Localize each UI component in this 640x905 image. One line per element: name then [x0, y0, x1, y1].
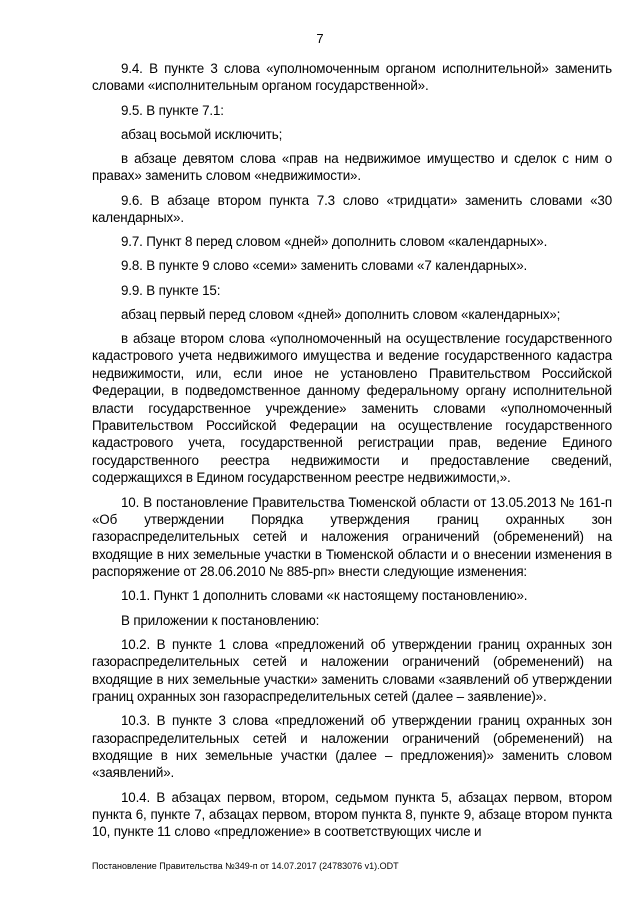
paragraph-10-3: 10.3. В пункте 3 слова «предложений об утверждении границ охранных зон газораспределительных сетей и наложении ограничений (обременений) на входящие в них земельные участки (далее – предложения)» заменить словом «заявлений».: [92, 713, 612, 781]
paragraph-10: 10. В постановление Правительства Тюменской области от 13.05.2013 № 161-п «Об утверждении Порядка утверждения границ охранных зон газораспределительных сетей и наложения ограничений (обременений) на входящие в них земельные участки в Тюменской области и о внесении изменения в распоряжение от 28.06.2010 № 885-рп» внести следующие изменения:: [92, 494, 612, 580]
paragraph-9-7: 9.7. Пункт 8 перед словом «дней» дополнить словом «календарных».: [121, 234, 548, 250]
paragraph-9-9-a: абзац первый перед словом «дней» дополнить словом «календарных»;: [121, 306, 561, 322]
document-body: [92, 60, 612, 847]
page-number: 7: [316, 31, 324, 46]
paragraph-10-4: 10.4. В абзацах первом, втором, седьмом пункта 5, абзацах первом, втором пункта 6, пункте 7, абзацах первом, втором пункта 8, пункте 9, абзаце втором пункта 10, пункте 11 слово «предложение» в соответствующих числе и: [92, 789, 612, 840]
paragraph-9-8: 9.8. В пункте 9 слово «семи» заменить словами «7 календарных».: [121, 258, 528, 274]
paragraph-9-6: 9.6. В абзаце втором пункта 7.3 слово «тридцати» заменить словами «30 календарных».: [92, 192, 612, 226]
paragraph-9-5-b: в абзаце девятом слова «прав на недвижимое имущество и сделок с ним о правах» заменить словом «недвижимости».: [92, 151, 612, 184]
paragraph-10-2: 10.2. В пункте 1 слова «предложений об утверждении границ охранных зон газораспределительных сетей и наложении ограничений (обременений) на входящие в них земельные участки» заменить словами «заявлений об утверждении границ охранных зон газораспределительных сетей (далее – заявление)».: [92, 636, 612, 704]
paragraph-9-4: 9.4. В пункте 3 слова «уполномоченным органом исполнительной» заменить словами «исполнительным органом государственной».: [92, 61, 612, 94]
paragraph-9-9-b: в абзаце втором слова «уполномоченный на осуществление государственного кадастрового учета недвижимого имущества и ведение государственного кадастра недвижимости, или, если иное не установлено Правительством Российской Федерации, в подведомственное данному федеральному органу исполнительной власти государственное учреждение» заменить словами «уполномоченный Правительством Российской Федерации на осуществление государственного кадастрового учета, государственной регистрации прав, ведение Единого государственного реестра недвижимости и предоставление сведений, содержащихся в Едином государственном реестре недвижимости,».: [92, 331, 612, 486]
paragraph-9-9: 9.9. В пункте 15:: [121, 282, 221, 298]
document-footer: Постановление Правительства №349-п от 14.07.2017 (24783076 v1).ODT: [92, 861, 399, 871]
paragraph-appendix: В приложении к постановлению:: [121, 612, 320, 628]
paragraph-9-5: 9.5. В пункте 7.1:: [121, 102, 224, 118]
paragraph-9-5-a: абзац восьмой исключить;: [121, 126, 283, 142]
paragraph-10-1: 10.1. Пункт 1 дополнить словами «к настоящему постановлению».: [121, 588, 528, 604]
